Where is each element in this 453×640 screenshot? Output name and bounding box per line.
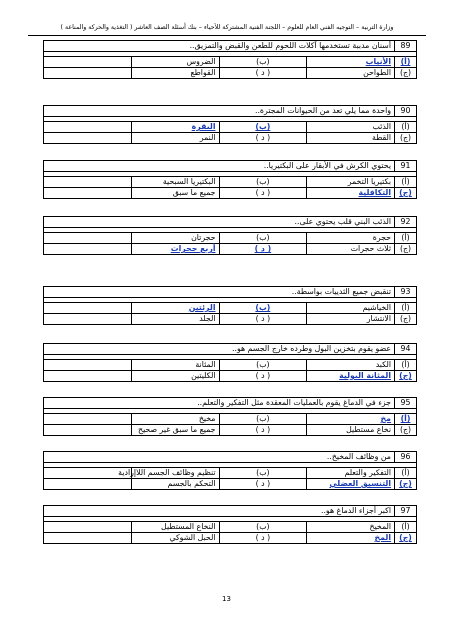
option-mark: ( د ) [219,425,307,436]
option-text: جميع ما سبق [131,188,219,199]
option-text: الحبل الشوكي [131,533,219,544]
question-block [43,505,417,544]
option-mark: (ب) [219,522,307,533]
option-text: التنسيق العضلي [307,479,395,490]
option-mark: (ب) [219,303,307,314]
option-mark: (أ) [395,57,417,68]
option-mark: (ب) [219,122,307,133]
option-text: الرئتين [131,303,219,314]
question-stem: الذئب البني قلب يحتوي على.. [44,217,395,228]
option-mark: ( د ) [219,371,307,382]
option-text: المثانة [131,360,219,371]
option-mark: (أ) [395,122,417,133]
option-mark: (ج) [395,314,417,325]
option-text: النمر [131,133,219,144]
option-text: الضروس [131,57,219,68]
option-mark: (ج) [395,425,417,436]
question-stem: عضو يقوم بتخزين البول وطرده خارج الجسم هو.. [44,344,395,355]
question-number: 97 [395,506,417,517]
option-mark: (ب) [219,360,307,371]
option-text: مخيخ [131,414,219,425]
question-stem: يحتوي الكرش في الأبقار على البكتيريا.. [44,161,395,172]
option-mark: (أ) [395,233,417,244]
option-mark: (ب) [219,233,307,244]
option-mark: (أ) [395,414,417,425]
option-mark: ( د ) [219,479,307,490]
question-block [43,216,417,255]
option-text: جميع ما سبق غير صحيح [131,425,219,436]
option-text: المخيخ [307,522,395,533]
option-mark: ( د ) [219,133,307,144]
option-mark: (ج) [395,188,417,199]
option-text: النخاع المستطيل [131,522,219,533]
question-block [43,343,417,382]
question-stem: جزء في الدماغ يقوم بالعمليات المعقدة مثل التفكير والتعلم.. [44,398,395,409]
option-mark: (أ) [395,360,417,371]
question-block [43,286,417,325]
question-stem: اكبر أجزاء الدماغ هو.. [44,506,395,517]
question-number: 90 [395,106,417,117]
question-stem: من وظائف المخيخ.. [44,452,395,463]
option-text: حجرتان [131,233,219,244]
option-text: الكليتين [131,371,219,382]
option-mark: (أ) [395,303,417,314]
option-text: المخ [307,533,395,544]
question-number: 93 [395,287,417,298]
option-mark: ( د ) [219,68,307,79]
option-text: الطواحن [307,68,395,79]
option-mark: ( د ) [219,314,307,325]
option-text: تنظيم وظائف الجسم اللاإرادية [131,468,219,479]
option-text: الانتشار [307,314,395,325]
option-mark: (ج) [395,533,417,544]
option-mark: (ج) [395,68,417,79]
question-number: 94 [395,344,417,355]
question-number: 89 [395,41,417,52]
option-text: حجرة [307,233,395,244]
question-number: 95 [395,398,417,409]
question-block [43,40,417,79]
option-mark: (ج) [395,371,417,382]
question-stem: واحدة مما يلي تعد من الحيوانات المجترة.. [44,106,395,117]
option-text: التفكير والتعلم [307,468,395,479]
page-header: وزارة التربية – التوجيه الفني العام للعلوم – اللجنة الفنية المشتركة للأحياء – بنك أسئلة الصف العاشر ( التغذية والحركة والمناعة ) [60,24,394,31]
option-text: بكتيريا التخمر [307,177,395,188]
option-mark: (أ) [395,522,417,533]
question-block [43,160,417,199]
option-mark: (أ) [395,468,417,479]
question-block [43,397,417,436]
option-mark: (ب) [219,57,307,68]
option-mark: (ب) [219,414,307,425]
option-mark: ( د ) [219,244,307,255]
option-text: الأنياب [307,57,395,68]
page-number: 13 [222,595,231,603]
option-text: البقرة [131,122,219,133]
option-text: القواطع [131,68,219,79]
question-stem: تنقبض جميع الثدييات بواسطة.. [44,287,395,298]
question-number: 96 [395,452,417,463]
question-block [43,105,417,144]
header-rule [28,35,426,36]
option-text: مخ [307,414,395,425]
option-mark: (ج) [395,479,417,490]
option-text: أربع حجرات [131,244,219,255]
option-text: التحكم بالجسم [131,479,219,490]
option-mark: (ج) [395,244,417,255]
option-mark: (ج) [395,133,417,144]
question-stem: أسنان مدببة تستخدمها آكلات اللحوم للطعن والقبض والتمزيق.. [44,41,395,52]
option-text: التكافلية [307,188,395,199]
option-mark: (ب) [219,468,307,479]
option-mark: ( د ) [219,533,307,544]
question-number: 91 [395,161,417,172]
option-text: الكبد [307,360,395,371]
option-mark: (أ) [395,177,417,188]
question-block [43,451,417,490]
option-mark: (ب) [219,177,307,188]
option-mark: ( د ) [219,188,307,199]
question-number: 92 [395,217,417,228]
option-text: نخاع مستطيل [307,425,395,436]
option-text: البكتيريا السبحية [131,177,219,188]
option-text: ثلاث حجرات [307,244,395,255]
option-text: الخياشيم [307,303,395,314]
option-text: القطة [307,133,395,144]
option-text: الجلد [131,314,219,325]
option-text: المثانة البولية [307,371,395,382]
option-text: الذئب [307,122,395,133]
